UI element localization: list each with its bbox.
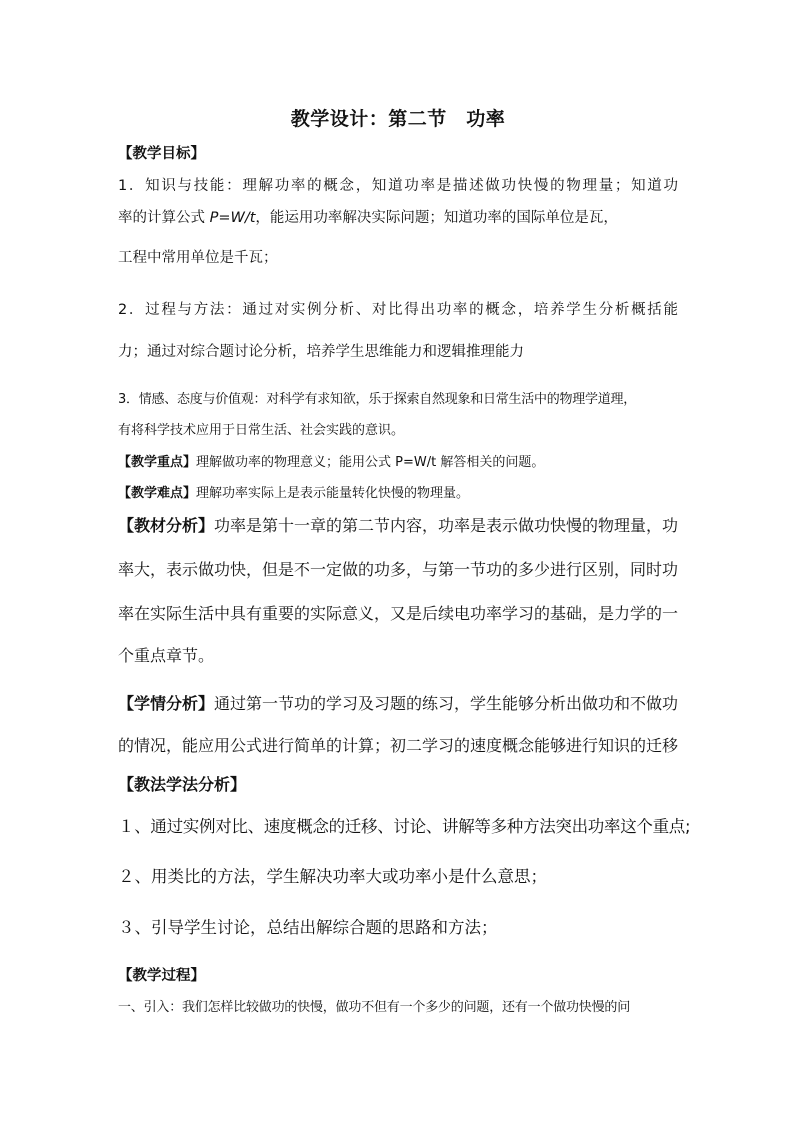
goals-item3-line1: 3．情感、态度与价值观：对科学有求知欲，乐于探索自然现象和日常生活中的物理学道理， <box>118 392 637 407</box>
methods-item3: ３、引导学生讨论，总结出解综合题的思路和方法； <box>118 918 498 937</box>
goals-item1-line2: 率的计算公式 P=W/t，能运用功率解决实际问题；知道功率的国际单位是瓦， <box>118 210 618 226</box>
goals-item1-line3: 工程中常用单位是千瓦； <box>118 250 278 266</box>
goals-item1-line1: 1．知识与技能：理解功率的概念，知道功率是描述做功快慢的物理量；知道功 <box>118 178 678 194</box>
textbook-analysis-line3: 率在实际生活中具有重要的实际意义，又是后续电功率学习的基础，是力学的一 <box>118 604 679 623</box>
textbook-analysis-line1: 【教材分析】功率是第十一章的第二节内容，功率是表示做功快慢的物理量，功 <box>118 516 679 535</box>
goals-heading: 【教学目标】 <box>118 146 205 162</box>
goals-item3-line2: 有将科学技术应用于日常生活、社会实践的意识。 <box>118 423 405 438</box>
goals-item2-line2: 力；通过对综合题讨论分析，培养学生思维能力和逻辑推理能力 <box>118 344 524 360</box>
key-point: 【教学重点】理解做功率的物理意义；能用公式 P=W/t 解答相关的问题。 <box>118 455 545 470</box>
textbook-analysis-line4: 个重点章节。 <box>118 646 215 665</box>
document-title: 教学设计：第二节 功率 <box>290 108 506 130</box>
difficulty-point: 【教学难点】理解功率实际上是表示能量转化快慢的物理量。 <box>118 486 470 501</box>
methods-heading: 【教法学法分析】 <box>118 775 247 794</box>
process-line1: 一、引入：我们怎样比较做功的快慢，做功不但有一个多少的问题，还有一个做功快慢的问 <box>118 1000 631 1015</box>
goals-item2-line1: 2．过程与方法：通过对实例分析、对比得出功率的概念，培养学生分析概括能 <box>118 302 678 318</box>
student-analysis-line2: 的情况，能应用公式进行简单的计算；初二学习的速度概念能够进行知识的迁移 <box>118 736 679 755</box>
process-heading: 【教学过程】 <box>118 968 205 984</box>
methods-item2: ２、用类比的方法，学生解决功率大或功率小是什么意思； <box>118 867 547 886</box>
student-analysis-line1: 【学情分析】通过第一节功的学习及习题的练习，学生能够分析出做功和不做功 <box>118 694 679 713</box>
textbook-analysis-line2: 率大，表示做功快，但是不一定做的功多，与第一节功的多少进行区别，同时功 <box>118 560 679 579</box>
methods-item1: １、通过实例对比、速度概念的迁移、讨论、讲解等多种方法突出功率这个重点; <box>118 817 691 836</box>
power-formula: P=W/t <box>209 210 256 226</box>
